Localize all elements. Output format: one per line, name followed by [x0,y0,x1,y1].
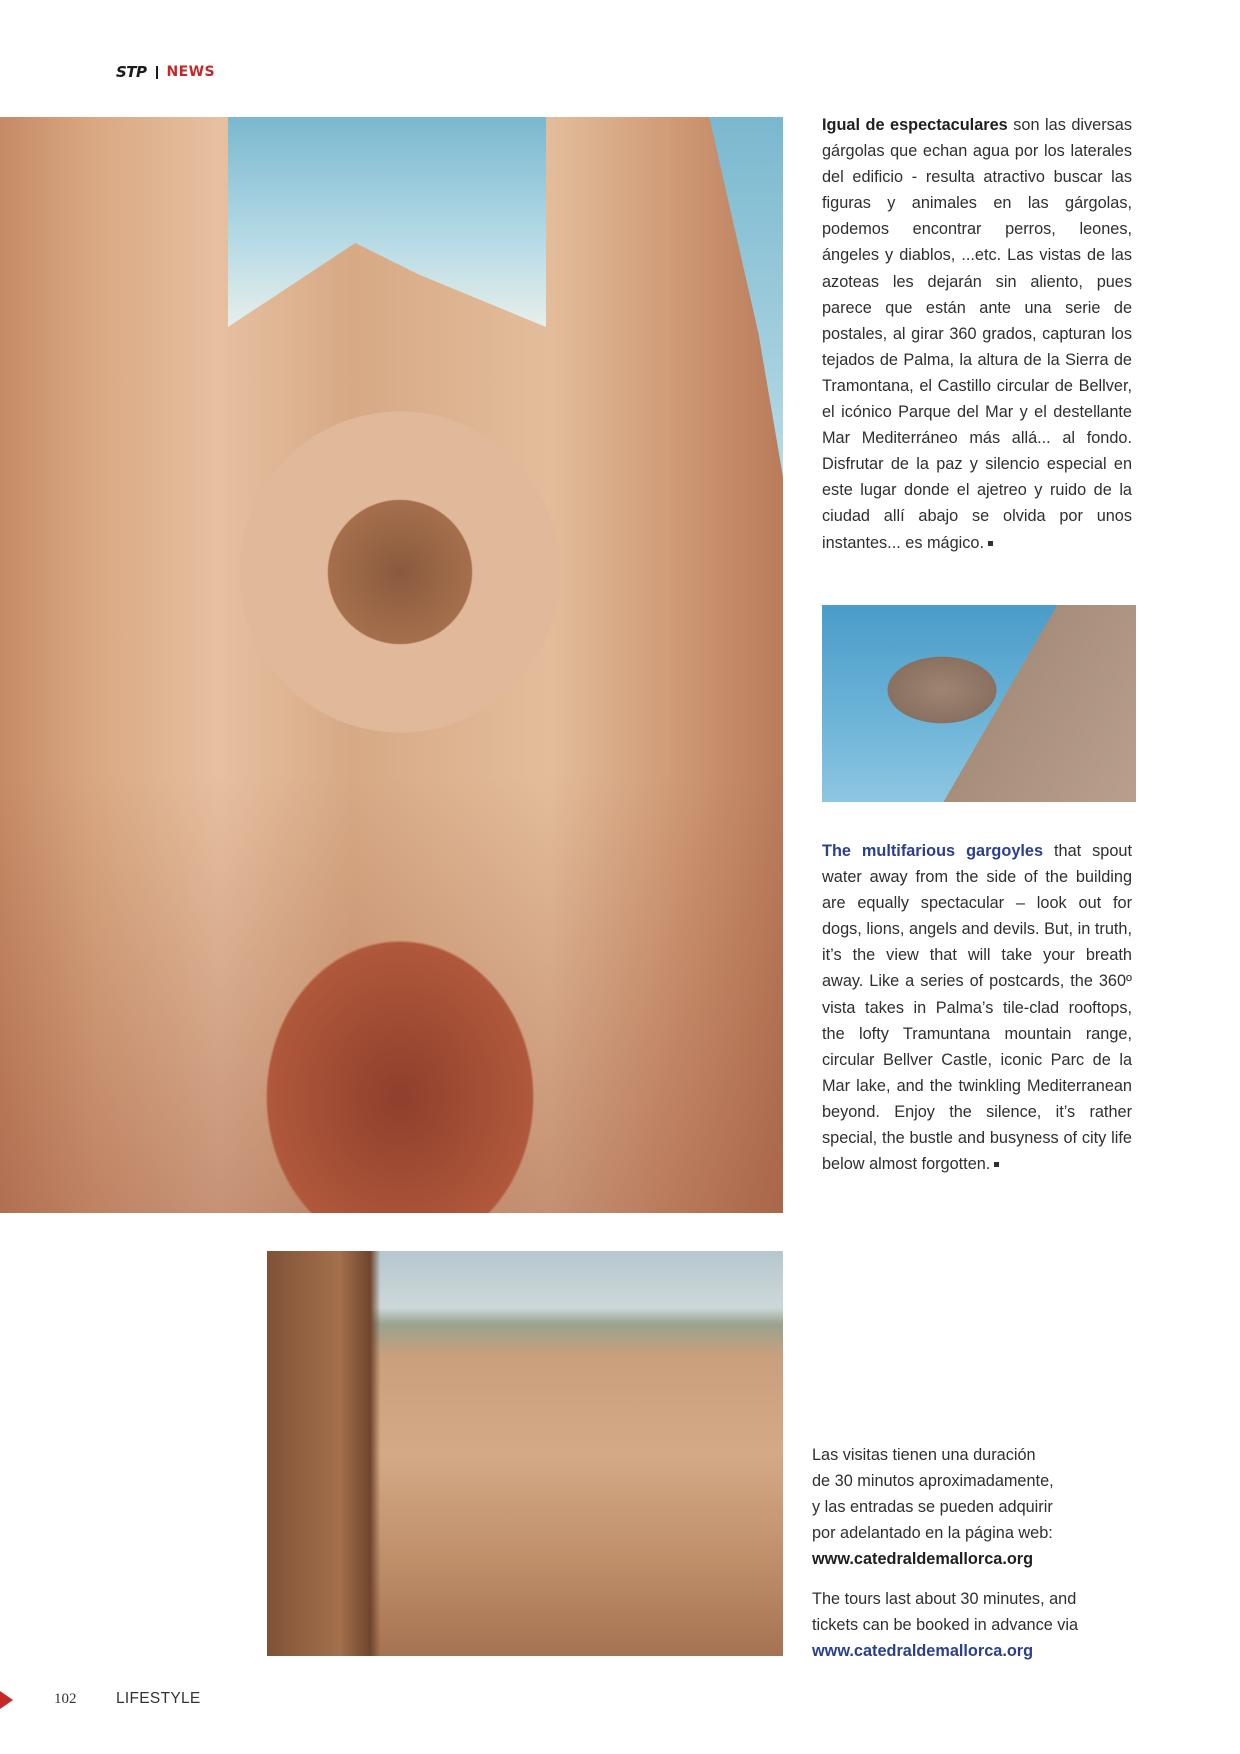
end-mark [994,1162,999,1167]
header-divider [156,66,158,79]
info-line: tickets can be booked in advance via [812,1616,1079,1634]
info-line: de 30 minutos aproximadamente, [812,1472,1054,1490]
palma-rooftops-photo [267,1251,783,1656]
spanish-lead: Igual de espectaculares [822,116,1008,134]
page-header [116,62,215,82]
visit-info [812,1442,1102,1678]
gargoyle-photo [822,605,1136,802]
page-marker-triangle [0,1691,13,1709]
magazine-logo: STP [116,63,147,81]
spanish-body: son las diversas gárgolas que echan agua por los laterales del edificio - resulta atractivo buscar las figuras y animales en las gárgolas, podemos encontrar perros, leones, ángeles y diablos, ...etc. Las vistas de las azoteas les dejarán sin aliento, pues parece que están ante una serie de postales, al girar 360 grados, capturan los tejados de Palma, la altura de la Sierra de Tramontana, el Castillo circular de Bellver, el icónico Parque del Mar y el destellante Mar Mediterráneo más allá... al fondo. Disfrutar de la paz y silencio especial en este lugar donde el ajetreo y ruido de la ciudad allí abajo se olvida por unos instantes... es mágico. [822,116,1132,552]
sky-area [228,117,546,327]
footer-section-label: LIFESTYLE [116,1690,201,1707]
visit-info-english [812,1586,1102,1664]
website-link[interactable]: www.catedraldemallorca.org [812,1550,1034,1568]
website-link[interactable]: www.catedraldemallorca.org [812,1642,1034,1660]
info-line: y las entradas se pueden adquirir [812,1498,1053,1516]
end-mark [988,541,993,546]
cathedral-facade-photo [0,117,783,1213]
section-title: NEWS [166,64,215,80]
english-body: that spout water away from the side of the building are equally spectacular – look out for dogs, lions, angels and devils. But, in truth, it’s the view that will take your breath away. Like a series of postcards, the 360º vista takes in Palma’s tile-clad rooftops, the lofty Tramuntana mountain range, circular Bellver Castle, iconic Parc de la Mar lake, and the twinkling Mediterranean beyond. Enjoy the silence, it’s rather special, the bustle and busyness of city life below almost forgotten. [822,842,1132,1174]
spanish-article-text [822,112,1132,556]
sky-area [660,117,783,477]
english-lead: The multifarious gargoyles [822,842,1044,860]
info-line: Las visitas tienen una duración [812,1446,1036,1464]
info-line: The tours last about 30 minutes, and [812,1590,1077,1608]
info-line: por adelantado en la página web: [812,1524,1053,1542]
english-article-text [822,838,1132,1177]
visit-info-spanish [812,1442,1102,1572]
page-number: 102 [54,1691,77,1707]
